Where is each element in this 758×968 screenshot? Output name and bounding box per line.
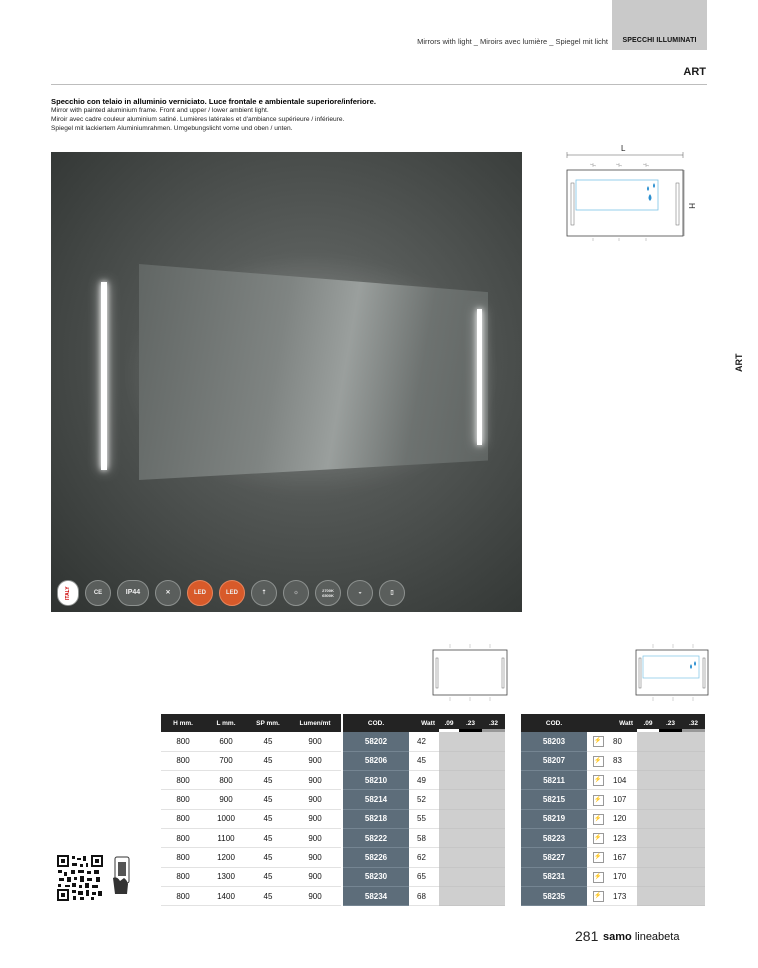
table-row	[521, 771, 705, 790]
watt-value: 45	[409, 751, 439, 770]
col-finish-09: .09	[439, 714, 459, 732]
sensor-switch-icon: ⚡	[593, 756, 604, 767]
table-cell: 45	[247, 732, 289, 751]
table-cell: 45	[247, 867, 289, 886]
switch-cell	[587, 886, 609, 905]
product-code: 58214	[343, 790, 409, 809]
product-code: 58203	[521, 732, 587, 751]
section-tab	[612, 0, 707, 50]
table-cell: 45	[247, 751, 289, 770]
table-cell: 800	[161, 751, 205, 770]
code-table-standard	[343, 714, 505, 906]
table-row	[161, 828, 341, 847]
dimensions-table	[161, 714, 341, 906]
table-cell: 800	[161, 848, 205, 867]
col-code: COD.	[343, 714, 409, 732]
description-lead: Specchio con telaio in alluminio verniciato. Luce frontale e ambientale superiore/inferiore.	[51, 97, 376, 106]
table-row	[343, 886, 505, 905]
sensor-switch-icon: ⚡	[593, 775, 604, 786]
watt-value: 83	[609, 751, 637, 770]
light-direction-icon: ☼	[283, 580, 309, 606]
product-code: 58218	[343, 809, 409, 828]
table-cell: 800	[161, 886, 205, 905]
width-label: L	[621, 144, 626, 153]
table-cell: 1100	[205, 828, 247, 847]
table-row	[161, 848, 341, 867]
product-code: 58210	[343, 771, 409, 790]
defogger-icon: ◒	[347, 580, 373, 606]
col-height: H mm.	[161, 714, 205, 732]
product-code: 58202	[343, 732, 409, 751]
switch-cell	[587, 867, 609, 886]
table-cell: 1300	[205, 867, 247, 886]
col-finish-32: .32	[682, 714, 705, 732]
product-code: 58227	[521, 848, 587, 867]
switch-cell	[587, 732, 609, 751]
table-cell: 900	[289, 809, 341, 828]
col-finish-32: .32	[482, 714, 505, 732]
code-table-defogger	[521, 714, 705, 906]
switch-cell	[587, 848, 609, 867]
table-row	[161, 771, 341, 790]
led-strip-left	[101, 282, 107, 470]
table-row	[161, 732, 341, 751]
italy-icon: ITALY	[57, 580, 79, 606]
table-cell: 900	[289, 828, 341, 847]
header-divider	[51, 84, 707, 85]
table-cell: 45	[247, 848, 289, 867]
sensor-switch-icon: ⚡	[593, 872, 604, 883]
variant-drawing-defogger	[633, 642, 711, 702]
col-switch	[587, 714, 609, 732]
col-finish-09: .09	[637, 714, 659, 732]
table-cell: 45	[247, 828, 289, 847]
watt-value: 167	[609, 848, 637, 867]
product-code: 58226	[343, 848, 409, 867]
col-finish-23: .23	[659, 714, 682, 732]
section-tab-label: SPECCHI ILLUMINATI	[622, 37, 697, 44]
col-length: L mm.	[205, 714, 247, 732]
finish-cell	[637, 886, 705, 905]
sensor-switch-icon: ⚡	[593, 852, 604, 863]
product-code: 58230	[343, 867, 409, 886]
table-row	[161, 809, 341, 828]
watt-value: 62	[409, 848, 439, 867]
table-row	[161, 790, 341, 809]
switch-icon: ▯	[379, 580, 405, 606]
product-code: 58222	[343, 828, 409, 847]
product-code: 58231	[521, 867, 587, 886]
product-code: 58235	[521, 886, 587, 905]
table-row	[521, 751, 705, 770]
finish-cell	[439, 886, 505, 905]
description-en: Mirror with painted aluminium frame. Front and upper / lower ambient light.	[51, 107, 269, 114]
finish-cell	[439, 867, 505, 886]
description-de: Spiegel mit lackiertem Aluminiumrahmen. Umgebungslicht vorne und oben / unten.	[51, 125, 293, 132]
table-row	[343, 790, 505, 809]
table-cell: 800	[161, 828, 205, 847]
table-row	[343, 732, 505, 751]
finish-cell	[439, 809, 505, 828]
product-code: 58219	[521, 809, 587, 828]
col-depth: SP mm.	[247, 714, 289, 732]
ce-icon: CE	[85, 580, 111, 606]
section-subtitle: Mirrors with light _ Miroirs avec lumière _ Spiegel mit licht	[417, 37, 608, 46]
watt-value: 68	[409, 886, 439, 905]
watt-value: 80	[609, 732, 637, 751]
dimensions-header-row	[161, 714, 341, 732]
finish-cell	[439, 771, 505, 790]
watt-value: 104	[609, 771, 637, 790]
table-row	[343, 867, 505, 886]
led-dimmable-icon: LED	[219, 580, 245, 606]
sensor-switch-icon: ⚡	[593, 736, 604, 747]
watt-value: 42	[409, 732, 439, 751]
finish-cell	[439, 732, 505, 751]
top-light-rays	[590, 163, 649, 167]
ip44-icon: IP44	[117, 580, 149, 606]
table-cell: 1200	[205, 848, 247, 867]
table-cell: 900	[289, 790, 341, 809]
table-row	[343, 809, 505, 828]
finish-cell	[637, 732, 705, 751]
table-row	[521, 848, 705, 867]
code-table-defogger-body	[521, 732, 705, 906]
col-watt: Watt	[609, 714, 637, 732]
side-product-label: ART	[734, 353, 744, 372]
col-code: COD.	[521, 714, 587, 732]
finish-cell	[637, 771, 705, 790]
col-watt: Watt	[409, 714, 439, 732]
variant-drawing-standard	[430, 642, 510, 702]
table-cell: 800	[161, 771, 205, 790]
finish-cell	[637, 828, 705, 847]
watt-value: 123	[609, 828, 637, 847]
table-cell: 1000	[205, 809, 247, 828]
watt-value: 52	[409, 790, 439, 809]
finish-cell	[637, 790, 705, 809]
page-number: 281	[575, 928, 599, 944]
smartphone-icon	[111, 856, 133, 896]
product-title: ART	[683, 66, 706, 78]
table-row	[161, 886, 341, 905]
table-row	[343, 771, 505, 790]
table-cell: 700	[205, 751, 247, 770]
finish-cell	[439, 751, 505, 770]
watt-value: 55	[409, 809, 439, 828]
finish-cell	[439, 790, 505, 809]
table-cell: 1400	[205, 886, 247, 905]
table-cell: 45	[247, 809, 289, 828]
finish-cell	[637, 848, 705, 867]
finish-cell	[439, 848, 505, 867]
table-row	[521, 867, 705, 886]
watt-value: 170	[609, 867, 637, 886]
table-row	[161, 751, 341, 770]
brand-logo: samo lineabeta	[603, 931, 680, 943]
table-cell: 600	[205, 732, 247, 751]
watt-value: 120	[609, 809, 637, 828]
table-cell: 900	[289, 867, 341, 886]
watt-value: 173	[609, 886, 637, 905]
description-fr: Miroir avec cadre couleur aluminium satiné. Lumières latérales et d'ambiance supérieure / inférieure.	[51, 116, 345, 123]
product-code: 58207	[521, 751, 587, 770]
table-row	[521, 732, 705, 751]
finish-cell	[637, 867, 705, 886]
table-cell: 900	[289, 848, 341, 867]
col-finish-23: .23	[459, 714, 482, 732]
finish-cell	[637, 751, 705, 770]
product-code: 58234	[343, 886, 409, 905]
table-cell: 45	[247, 886, 289, 905]
led-strip-right	[477, 309, 482, 445]
product-code: 58215	[521, 790, 587, 809]
feature-icons	[57, 580, 405, 606]
sensor-switch-icon: ⚡	[593, 833, 604, 844]
mounting-icon: ⇡	[251, 580, 277, 606]
qr-code[interactable]	[57, 855, 103, 901]
table-cell: 900	[289, 751, 341, 770]
table-row	[161, 867, 341, 886]
table-row	[521, 809, 705, 828]
table-cell: 900	[289, 732, 341, 751]
watt-value: 65	[409, 867, 439, 886]
table-cell: 800	[161, 790, 205, 809]
table-cell: 800	[161, 809, 205, 828]
sensor-switch-icon: ⚡	[593, 795, 604, 806]
table-row	[521, 828, 705, 847]
mirror-image	[139, 264, 488, 480]
height-label: H	[687, 203, 696, 209]
table-row	[343, 751, 505, 770]
finish-cell	[439, 828, 505, 847]
product-code: 58206	[343, 751, 409, 770]
table-cell: 900	[289, 886, 341, 905]
dimensions-body	[161, 732, 341, 906]
technical-drawing	[560, 141, 696, 241]
switch-cell	[587, 809, 609, 828]
switch-cell	[587, 790, 609, 809]
table-row	[343, 848, 505, 867]
table-cell: 800	[205, 771, 247, 790]
table-cell: 800	[161, 732, 205, 751]
finish-cell	[637, 809, 705, 828]
table-row	[521, 790, 705, 809]
sensor-switch-icon: ⚡	[593, 814, 604, 825]
table-row	[343, 828, 505, 847]
table-cell: 900	[205, 790, 247, 809]
watt-value: 49	[409, 771, 439, 790]
code-table-standard-body	[343, 732, 505, 906]
product-code: 58211	[521, 771, 587, 790]
product-code: 58223	[521, 828, 587, 847]
watt-value: 58	[409, 828, 439, 847]
switch-cell	[587, 771, 609, 790]
switch-cell	[587, 751, 609, 770]
table-cell: 900	[289, 771, 341, 790]
switch-cell	[587, 828, 609, 847]
product-description	[51, 97, 531, 133]
watt-value: 107	[609, 790, 637, 809]
color-temp-icon: 2700K 6500K	[315, 580, 341, 606]
no-disposal-icon: ✕	[155, 580, 181, 606]
table-cell: 800	[161, 867, 205, 886]
table-row	[521, 886, 705, 905]
col-lumen: Lumen/mt	[289, 714, 341, 732]
table-cell: 45	[247, 771, 289, 790]
table-cell: 45	[247, 790, 289, 809]
bottom-light-rays	[593, 238, 646, 241]
sensor-switch-icon: ⚡	[593, 891, 604, 902]
product-photo	[51, 152, 522, 612]
led-icon: LED	[187, 580, 213, 606]
